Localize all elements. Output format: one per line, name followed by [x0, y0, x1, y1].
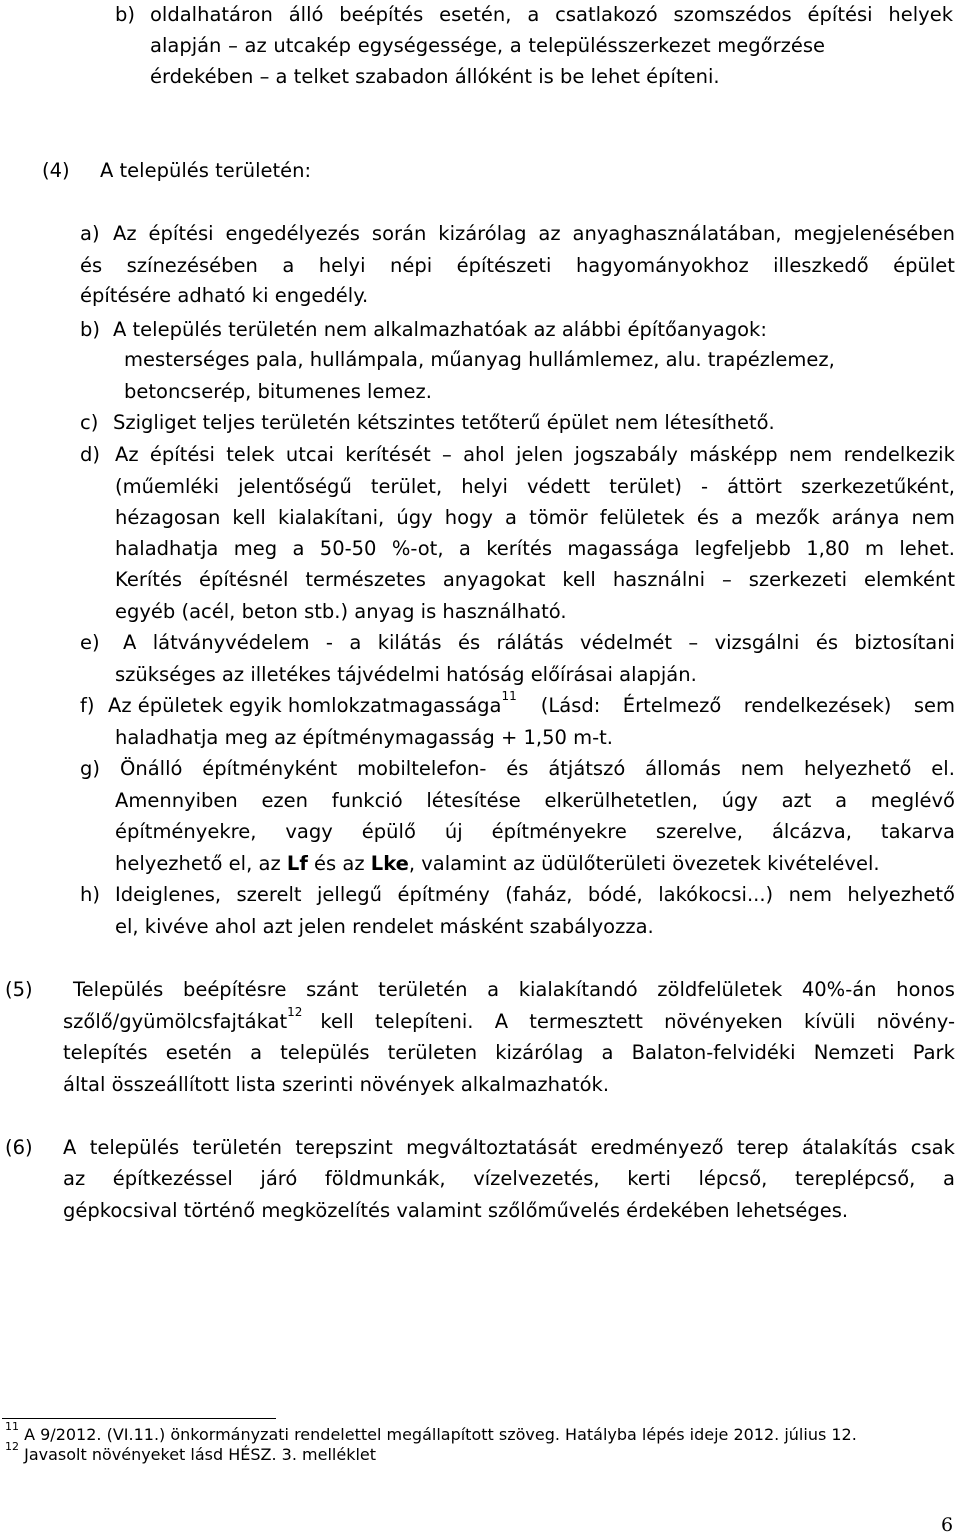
word: az: [538, 222, 561, 245]
word: megváltoztatását: [406, 1136, 578, 1159]
word: kizárólag: [495, 1041, 584, 1064]
item-label-f: f): [80, 694, 95, 717]
word: utcakép: [273, 34, 352, 57]
text-line: [115, 854, 880, 874]
text-line: haladhatja meg az építménymagasság + 1,50 m-t.: [115, 726, 614, 749]
text-line: [120, 759, 955, 779]
word: terület): [609, 475, 682, 498]
footnote-text: Javasolt növényeket lásd HÉSZ. 3. melléklet: [24, 1445, 377, 1464]
word: Település: [73, 978, 164, 1001]
word: Önálló: [120, 757, 183, 780]
word: szánt: [306, 978, 359, 1001]
word: település: [280, 1041, 370, 1064]
word: a: [601, 1041, 614, 1064]
text-line: [63, 1169, 955, 1189]
text-line: gépkocsival történő megközelítés valamint szőlőművelés érdekében lehetséges.: [63, 1199, 849, 1222]
word: (faház,: [505, 883, 573, 906]
word: esetén,: [439, 3, 512, 26]
text-line: mesterséges pala, hullámpala, műanyag hullámlemez, alu. trapézlemez,: [124, 348, 835, 371]
word: Balaton-felvidéki: [631, 1041, 796, 1064]
word: egységessége,: [357, 34, 504, 57]
word: alapján: [150, 34, 222, 57]
word: kerti: [627, 1167, 671, 1190]
word: lehet.: [899, 537, 955, 560]
word: el.: [931, 757, 955, 780]
word: jogszabály: [574, 443, 678, 466]
word: ahol: [463, 443, 505, 466]
text-line: [115, 822, 955, 842]
word: 1,80: [806, 537, 850, 560]
word: rendelkezések): [743, 694, 892, 717]
word: kerítés: [486, 537, 553, 560]
word: a: [282, 254, 295, 277]
word: hézagosan: [115, 506, 221, 529]
word: helyezhető: [803, 757, 912, 780]
word: áttört: [727, 475, 782, 498]
word: Ideiglenes,: [115, 883, 222, 906]
text-line: [63, 1138, 955, 1158]
word: Amennyiben: [115, 789, 238, 812]
text-line: által összeállított lista szerinti növények alkalmazhatók.: [63, 1073, 610, 1096]
word: terepszint: [295, 1136, 393, 1159]
item-label-c: c): [80, 411, 99, 434]
text-line: [115, 477, 955, 497]
word: helyi: [461, 475, 508, 498]
word: nem: [740, 757, 785, 780]
word: tömör: [529, 506, 588, 529]
word: vizsgálni: [714, 631, 800, 654]
text-fragment: [541, 696, 955, 716]
word: vagy: [285, 820, 333, 843]
word: Nemzeti: [813, 1041, 895, 1064]
word: kell: [562, 568, 596, 591]
word: szerkezetűként,: [800, 475, 955, 498]
text-line: [150, 5, 953, 25]
word: nem: [788, 443, 833, 466]
word: építmény: [397, 883, 490, 906]
word: –: [442, 443, 452, 466]
word: település: [89, 1136, 180, 1159]
text-line: [115, 885, 955, 905]
word: tereplépcső,: [794, 1167, 916, 1190]
word: mobiltelefon-: [357, 757, 487, 780]
text-fragment: és az: [314, 852, 365, 875]
word: és: [506, 757, 529, 780]
word: illeszkedő: [773, 254, 869, 277]
item-label-e: e): [80, 631, 100, 654]
footnote-ref-11: 11: [501, 689, 517, 703]
word: %-ot,: [391, 537, 444, 560]
text-line: [108, 689, 955, 717]
word: sem: [913, 694, 955, 717]
word: esetén: [165, 1041, 232, 1064]
word: Értelmező: [622, 694, 722, 717]
word: a: [509, 34, 522, 57]
word: A: [63, 1136, 77, 1159]
word: kell: [232, 506, 266, 529]
text-line: [80, 256, 955, 276]
word: telepítés: [63, 1041, 148, 1064]
paragraph-number: (5): [5, 978, 33, 1001]
word: szerkezeti: [748, 568, 847, 591]
word: az: [63, 1167, 86, 1190]
word: építményekre: [491, 820, 627, 843]
word: építésnél: [199, 568, 289, 591]
word: használni: [612, 568, 706, 591]
text-line: [113, 224, 955, 244]
word: zöldfelületek: [657, 978, 783, 1001]
word: növény-: [876, 1010, 955, 1033]
word: aránya: [831, 506, 900, 529]
word: a: [835, 789, 848, 812]
word: az: [244, 34, 267, 57]
word: anyaghasználatában,: [572, 222, 782, 245]
word: (Lásd:: [540, 694, 601, 717]
text-line: [115, 508, 955, 528]
word: épülő: [361, 820, 416, 843]
word: -: [700, 475, 709, 498]
word: kialakítandó: [518, 978, 638, 1001]
text-line: Szigliget teljes területén kétszintes tetőterű épület nem létesíthető.: [113, 411, 775, 434]
word: megőrzése: [717, 34, 825, 57]
page-number: 6: [941, 1514, 954, 1536]
word: területén: [378, 978, 468, 1001]
word: –: [688, 631, 699, 654]
text-line: betoncserép, bitumenes lemez.: [124, 380, 432, 403]
word: helyi: [318, 254, 366, 277]
word: csak: [910, 1136, 955, 1159]
word: a: [527, 3, 540, 26]
word: építési: [807, 3, 873, 26]
word: csatlakozó: [555, 3, 658, 26]
word: rálátás: [496, 631, 564, 654]
word: úgy: [721, 789, 758, 812]
word: meglévő: [870, 789, 955, 812]
text-line: A település területén nem alkalmazhatóak az alábbi építőanyagok:: [113, 318, 767, 341]
text-line: építésére adható ki engedély.: [80, 284, 369, 307]
word: –: [228, 34, 238, 57]
word: elemként: [863, 568, 955, 591]
word: során: [371, 222, 427, 245]
word: járó: [260, 1167, 298, 1190]
word: lakókocsi...): [658, 883, 774, 906]
word: elkerülhetetlen,: [544, 789, 698, 812]
word: helyek: [888, 3, 953, 26]
word: állomás: [645, 757, 721, 780]
word: nem: [788, 883, 832, 906]
text-fragment: [320, 1012, 955, 1032]
text-fragment: szőlő/gyümölcsfajtákat: [63, 1010, 288, 1033]
word: Az: [113, 222, 137, 245]
zone-code-lf: Lf: [286, 852, 308, 875]
footnote-number: 11: [5, 1420, 19, 1433]
word: növényeken: [664, 1010, 783, 1033]
word: és: [696, 506, 719, 529]
word: nem: [911, 506, 955, 529]
word: létesítése: [426, 789, 521, 812]
word: 50-50: [319, 537, 377, 560]
text-line: [115, 445, 955, 465]
word: épület: [893, 254, 955, 277]
word: telepíteni.: [375, 1010, 474, 1033]
word: álló: [288, 3, 324, 26]
word: rendelkezik: [843, 443, 955, 466]
word: a: [250, 1041, 263, 1064]
word: takarva: [880, 820, 955, 843]
word: haladhatja: [115, 537, 219, 560]
word: védett: [526, 475, 591, 498]
word: 40%-án: [801, 978, 877, 1001]
word: területen: [387, 1041, 478, 1064]
word: építményekre,: [115, 820, 257, 843]
footnote-text: A 9/2012. (VI.11.) önkormányzati rendelettel megállapított szöveg. Hatályba lépés ideje 2012. július 12.: [24, 1425, 857, 1444]
paragraph-number: (4): [42, 159, 70, 182]
word: utcai: [285, 443, 334, 466]
text-line: el, kivéve ahol azt jelen rendelet másként szabályozza.: [115, 915, 654, 938]
word: építményként: [202, 757, 338, 780]
word: másképp: [689, 443, 778, 466]
word: a: [505, 506, 517, 529]
word: kizárólag: [438, 222, 527, 245]
word: biztosítani: [854, 631, 955, 654]
word: építészeti: [456, 254, 552, 277]
word: telek: [226, 443, 275, 466]
text-line: [150, 36, 825, 56]
word: jelen: [516, 443, 564, 466]
word: anyagokat: [442, 568, 546, 591]
word: építési: [149, 443, 215, 466]
paragraph-heading: A település területén:: [100, 159, 312, 182]
word: Park: [912, 1041, 955, 1064]
word: természetes: [305, 568, 426, 591]
word: felületek: [599, 506, 685, 529]
word: és: [80, 254, 103, 277]
word: helyezhető: [847, 883, 955, 906]
word: oldalhatáron: [150, 3, 273, 26]
item-label-b: b): [80, 318, 100, 341]
word: új: [444, 820, 463, 843]
item-label-a: a): [80, 222, 100, 245]
word: úgy: [396, 506, 433, 529]
word: (műemléki: [115, 475, 220, 498]
text-line: [63, 1043, 955, 1063]
word: földmunkák,: [324, 1167, 446, 1190]
item-label-g: g): [80, 757, 100, 780]
word: eredményező: [590, 1136, 724, 1159]
word: a: [487, 978, 500, 1001]
word: átalakítás: [802, 1136, 898, 1159]
word: Az: [115, 443, 139, 466]
word: kell: [320, 1010, 354, 1033]
word: terep: [737, 1136, 789, 1159]
word: építési: [148, 222, 214, 245]
word: a: [731, 506, 744, 529]
word: magassága: [567, 537, 680, 560]
text-line: [123, 633, 955, 653]
word: kívüli: [803, 1010, 856, 1033]
word: népi: [389, 254, 433, 277]
word: a: [942, 1167, 955, 1190]
text-line: [63, 1005, 955, 1033]
item-label-h: h): [80, 883, 100, 906]
word: hogy: [444, 506, 493, 529]
word: m: [865, 537, 885, 560]
word: A: [494, 1010, 509, 1033]
word: legfeljebb: [694, 537, 791, 560]
paragraph-number: (6): [5, 1136, 33, 1159]
word: bódé,: [587, 883, 643, 906]
word: A: [123, 631, 137, 654]
word: hagyományokhoz: [575, 254, 749, 277]
text-fragment: helyezhető el, az: [115, 852, 281, 875]
word: a: [349, 631, 362, 654]
word: településszerkezet: [528, 34, 711, 57]
text-fragment: , valamint az üdülőterületi övezetek kivételével.: [408, 852, 880, 875]
word: beépítésre: [182, 978, 287, 1001]
footnote-separator: [2, 1418, 276, 1419]
word: lépcső,: [698, 1167, 768, 1190]
word: -: [325, 631, 333, 654]
item-label-b-old: b): [115, 3, 135, 26]
word: azt: [781, 789, 812, 812]
word: látványvédelem: [152, 631, 310, 654]
word: átjátszó: [548, 757, 626, 780]
word: –: [721, 568, 732, 591]
word: jelentőségű: [238, 475, 352, 498]
text-line: [115, 791, 955, 811]
text-line: [115, 539, 955, 559]
word: építkezéssel: [112, 1167, 233, 1190]
word: termesztett: [529, 1010, 643, 1033]
word: kialakítani,: [277, 506, 385, 529]
word: szomszédos: [673, 3, 792, 26]
word: álcázva,: [771, 820, 852, 843]
word: szerelve,: [655, 820, 743, 843]
text-line: érdekében – a telket szabadon állóként is be lehet építeni.: [150, 65, 720, 88]
word: honos: [896, 978, 955, 1001]
word: vízelvezetés,: [473, 1167, 600, 1190]
footnote-number: 12: [5, 1440, 19, 1453]
word: kilátás: [377, 631, 442, 654]
text-fragment: Az épületek egyik homlokzatmagassága: [108, 694, 502, 717]
word: védelmét: [580, 631, 672, 654]
word: a: [292, 537, 305, 560]
word: meg: [233, 537, 278, 560]
text-line: [115, 570, 955, 590]
word: szerelt: [236, 883, 302, 906]
word: és: [815, 631, 839, 654]
word: kerítését: [345, 443, 431, 466]
word: Kerítés: [115, 568, 183, 591]
word: engedélyezés: [225, 222, 360, 245]
word: területén: [192, 1136, 282, 1159]
word: jellegű: [317, 883, 382, 906]
word: ezen: [261, 789, 309, 812]
footnote-ref-12: 12: [287, 1005, 303, 1019]
word: megjelenésében: [793, 222, 955, 245]
footnote-11: [5, 1420, 857, 1444]
word: beépítés: [339, 3, 424, 26]
footnote-12: [5, 1440, 377, 1464]
text-line: [73, 980, 955, 1000]
word: és: [457, 631, 481, 654]
text-line: szükséges az illetékes tájvédelmi hatóság előírásai alapján.: [115, 663, 697, 686]
item-label-d: d): [80, 443, 100, 466]
word: funkció: [331, 789, 403, 812]
text-line: egyéb (acél, beton stb.) anyag is használható.: [115, 600, 567, 623]
word: színezésében: [126, 254, 258, 277]
word: terület,: [370, 475, 443, 498]
word: a: [458, 537, 471, 560]
word: mezők: [755, 506, 820, 529]
zone-code-lke: Lke: [370, 852, 409, 875]
